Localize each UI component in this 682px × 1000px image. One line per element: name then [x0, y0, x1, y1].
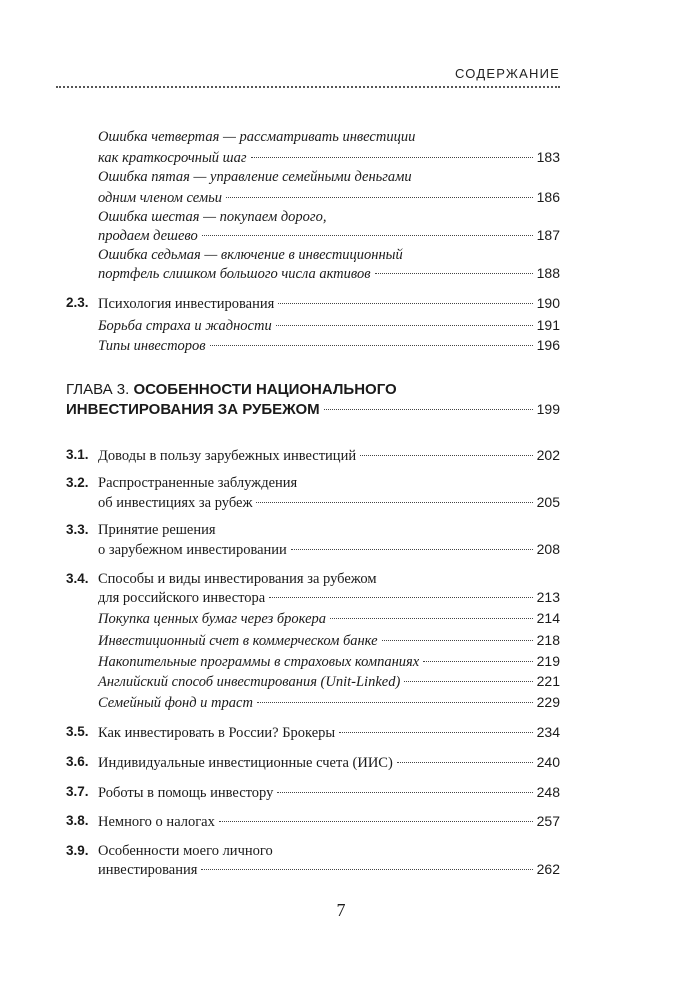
- toc-entry-text: как краткосрочный шаг: [98, 150, 247, 166]
- toc-entry-line1: Ошибка четвертая — рассматривать инвестиции: [98, 129, 416, 145]
- dot-leader: [423, 661, 532, 662]
- toc-entry[interactable]: [66, 400, 560, 419]
- dot-leader: [226, 197, 533, 198]
- section-number: 3.7.: [66, 784, 89, 799]
- toc-entry-text: Покупка ценных бумаг через брокера: [98, 611, 327, 627]
- toc-page-number: 248: [536, 784, 560, 800]
- toc-entry[interactable]: [98, 446, 560, 465]
- toc-page-number: 240: [536, 754, 560, 770]
- dot-leader: [324, 409, 533, 410]
- toc-entry-text: одним членом семьи: [98, 190, 222, 206]
- toc-entry-text: Семейный фонд и траст: [98, 695, 253, 711]
- page-number: 7: [336, 900, 346, 920]
- dot-leader: [269, 597, 532, 598]
- toc-entry[interactable]: [98, 672, 560, 691]
- toc-entry-text: Психология инвестирования: [98, 296, 275, 312]
- toc-entry-text: Роботы в помощь инвестору: [98, 785, 274, 801]
- dot-leader: [251, 157, 533, 158]
- toc-page-number: 186: [536, 189, 560, 205]
- toc-entry[interactable]: [98, 264, 560, 283]
- chapter-title: ОСОБЕННОСТИ НАЦИОНАЛЬНОГО: [133, 381, 397, 398]
- toc-page-number: 262: [536, 861, 560, 877]
- toc-entry[interactable]: [98, 812, 560, 831]
- chapter-heading-line1: [66, 380, 397, 399]
- toc-page-number: 183: [536, 149, 560, 165]
- dot-leader: [291, 549, 533, 550]
- dot-leader: [339, 732, 532, 733]
- toc-entry-line1: Ошибка шестая — покупаем дорого,: [98, 209, 327, 225]
- toc-entry-line1: Особенности моего личного: [98, 843, 273, 859]
- toc-page-number: 196: [536, 337, 560, 353]
- dot-leader: [330, 618, 533, 619]
- chapter-title-line2: ИНВЕСТИРОВАНИЯ ЗА РУБЕЖОМ: [66, 401, 320, 418]
- dot-leader: [257, 702, 533, 703]
- toc-page-number: 199: [536, 401, 560, 417]
- toc-entry-text: Немного о налогах: [98, 814, 215, 830]
- toc-entry-text: Английский способ инвестирования (Unit-Linked): [98, 674, 401, 690]
- toc-entry[interactable]: [98, 723, 560, 742]
- toc-entry[interactable]: [98, 588, 560, 607]
- dot-leader: [278, 303, 532, 304]
- toc-page-number: 234: [536, 724, 560, 740]
- toc-entry[interactable]: [98, 188, 560, 207]
- toc-page-number: 221: [536, 673, 560, 689]
- running-header-title: СОДЕРЖАНИЕ: [454, 66, 560, 81]
- toc-entry[interactable]: [98, 493, 560, 512]
- dot-leader: [277, 792, 532, 793]
- toc-page-number: 202: [536, 447, 560, 463]
- toc-entry[interactable]: [98, 336, 560, 355]
- toc-page-number: 257: [536, 813, 560, 829]
- dot-leader: [375, 273, 533, 274]
- toc-entry-line1: Принятие решения: [98, 522, 216, 538]
- toc-page-number: 218: [536, 632, 560, 648]
- toc-page-number: 219: [536, 653, 560, 669]
- dot-leader: [382, 640, 533, 641]
- section-number: 3.2.: [66, 475, 89, 490]
- toc-entry-line1: Ошибка пятая — управление семейными деньгами: [98, 169, 412, 185]
- dot-leader: [256, 502, 532, 503]
- toc-entry[interactable]: [98, 693, 560, 712]
- toc-entry-text: Доводы в пользу зарубежных инвестиций: [98, 448, 357, 464]
- toc-entry-text: для российского инвестора: [98, 590, 266, 606]
- toc-entry-text: Борьба страха и жадности: [98, 318, 272, 334]
- dot-leader: [276, 325, 533, 326]
- toc-entry[interactable]: [98, 860, 560, 879]
- dot-leader: [360, 455, 533, 456]
- dot-leader: [210, 345, 533, 346]
- section-number: 2.3.: [66, 295, 89, 310]
- section-number: 3.1.: [66, 447, 89, 462]
- toc-entry[interactable]: [98, 783, 560, 802]
- toc-entry-line1: Способы и виды инвестирования за рубежом: [98, 571, 377, 587]
- toc-entry-text: продаем дешево: [98, 228, 198, 244]
- toc-entry[interactable]: [98, 226, 560, 245]
- toc-page-number: 214: [536, 610, 560, 626]
- section-number: 3.5.: [66, 724, 89, 739]
- toc-entry-text: Индивидуальные инвестиционные счета (ИИС): [98, 755, 393, 771]
- header-divider: [56, 86, 560, 88]
- toc-entry[interactable]: [98, 631, 560, 650]
- toc-entry[interactable]: [98, 652, 560, 671]
- toc-entry-text: Типы инвесторов: [98, 338, 206, 354]
- toc-page-number: 205: [536, 494, 560, 510]
- toc-page-number: 208: [536, 541, 560, 557]
- toc-page-number: 213: [536, 589, 560, 605]
- toc-entry-line1: Ошибка седьмая — включение в инвестиционный: [98, 247, 403, 263]
- dot-leader: [397, 762, 533, 763]
- section-number: 3.6.: [66, 754, 89, 769]
- toc-entry[interactable]: [98, 148, 560, 167]
- toc-entry-text: Накопительные программы в страховых компаниях: [98, 654, 420, 670]
- toc-entry[interactable]: [98, 540, 560, 559]
- dot-leader: [201, 869, 532, 870]
- dot-leader: [219, 821, 533, 822]
- toc-entry[interactable]: [98, 753, 560, 772]
- toc-entry-text: Как инвестировать в России? Брокеры: [98, 725, 336, 741]
- toc-page-number: 229: [536, 694, 560, 710]
- toc-entry[interactable]: [98, 609, 560, 628]
- section-number: 3.4.: [66, 571, 89, 586]
- toc-page-number: 190: [536, 295, 560, 311]
- toc-entry-text: об инвестициях за рубеж: [98, 495, 253, 511]
- toc-page-number: 191: [536, 317, 560, 333]
- section-number: 3.3.: [66, 522, 89, 537]
- toc-entry[interactable]: [98, 316, 560, 335]
- toc-entry-text: Инвестиционный счет в коммерческом банке: [98, 633, 378, 649]
- dot-leader: [202, 235, 533, 236]
- section-number: 3.8.: [66, 813, 89, 828]
- toc-entry-text: о зарубежном инвестировании: [98, 542, 287, 558]
- toc-page-number: 187: [536, 227, 560, 243]
- toc-entry-line1: Распространенные заблуждения: [98, 475, 298, 491]
- section-number: 3.9.: [66, 843, 89, 858]
- toc-page-number: 188: [536, 265, 560, 281]
- dot-leader: [404, 681, 532, 682]
- toc-entry-text: инвестирования: [98, 862, 198, 878]
- chapter-prefix: ГЛАВА 3.: [66, 381, 134, 398]
- toc-entry[interactable]: [98, 294, 560, 313]
- toc-entry-text: портфель слишком большого числа активов: [98, 266, 371, 282]
